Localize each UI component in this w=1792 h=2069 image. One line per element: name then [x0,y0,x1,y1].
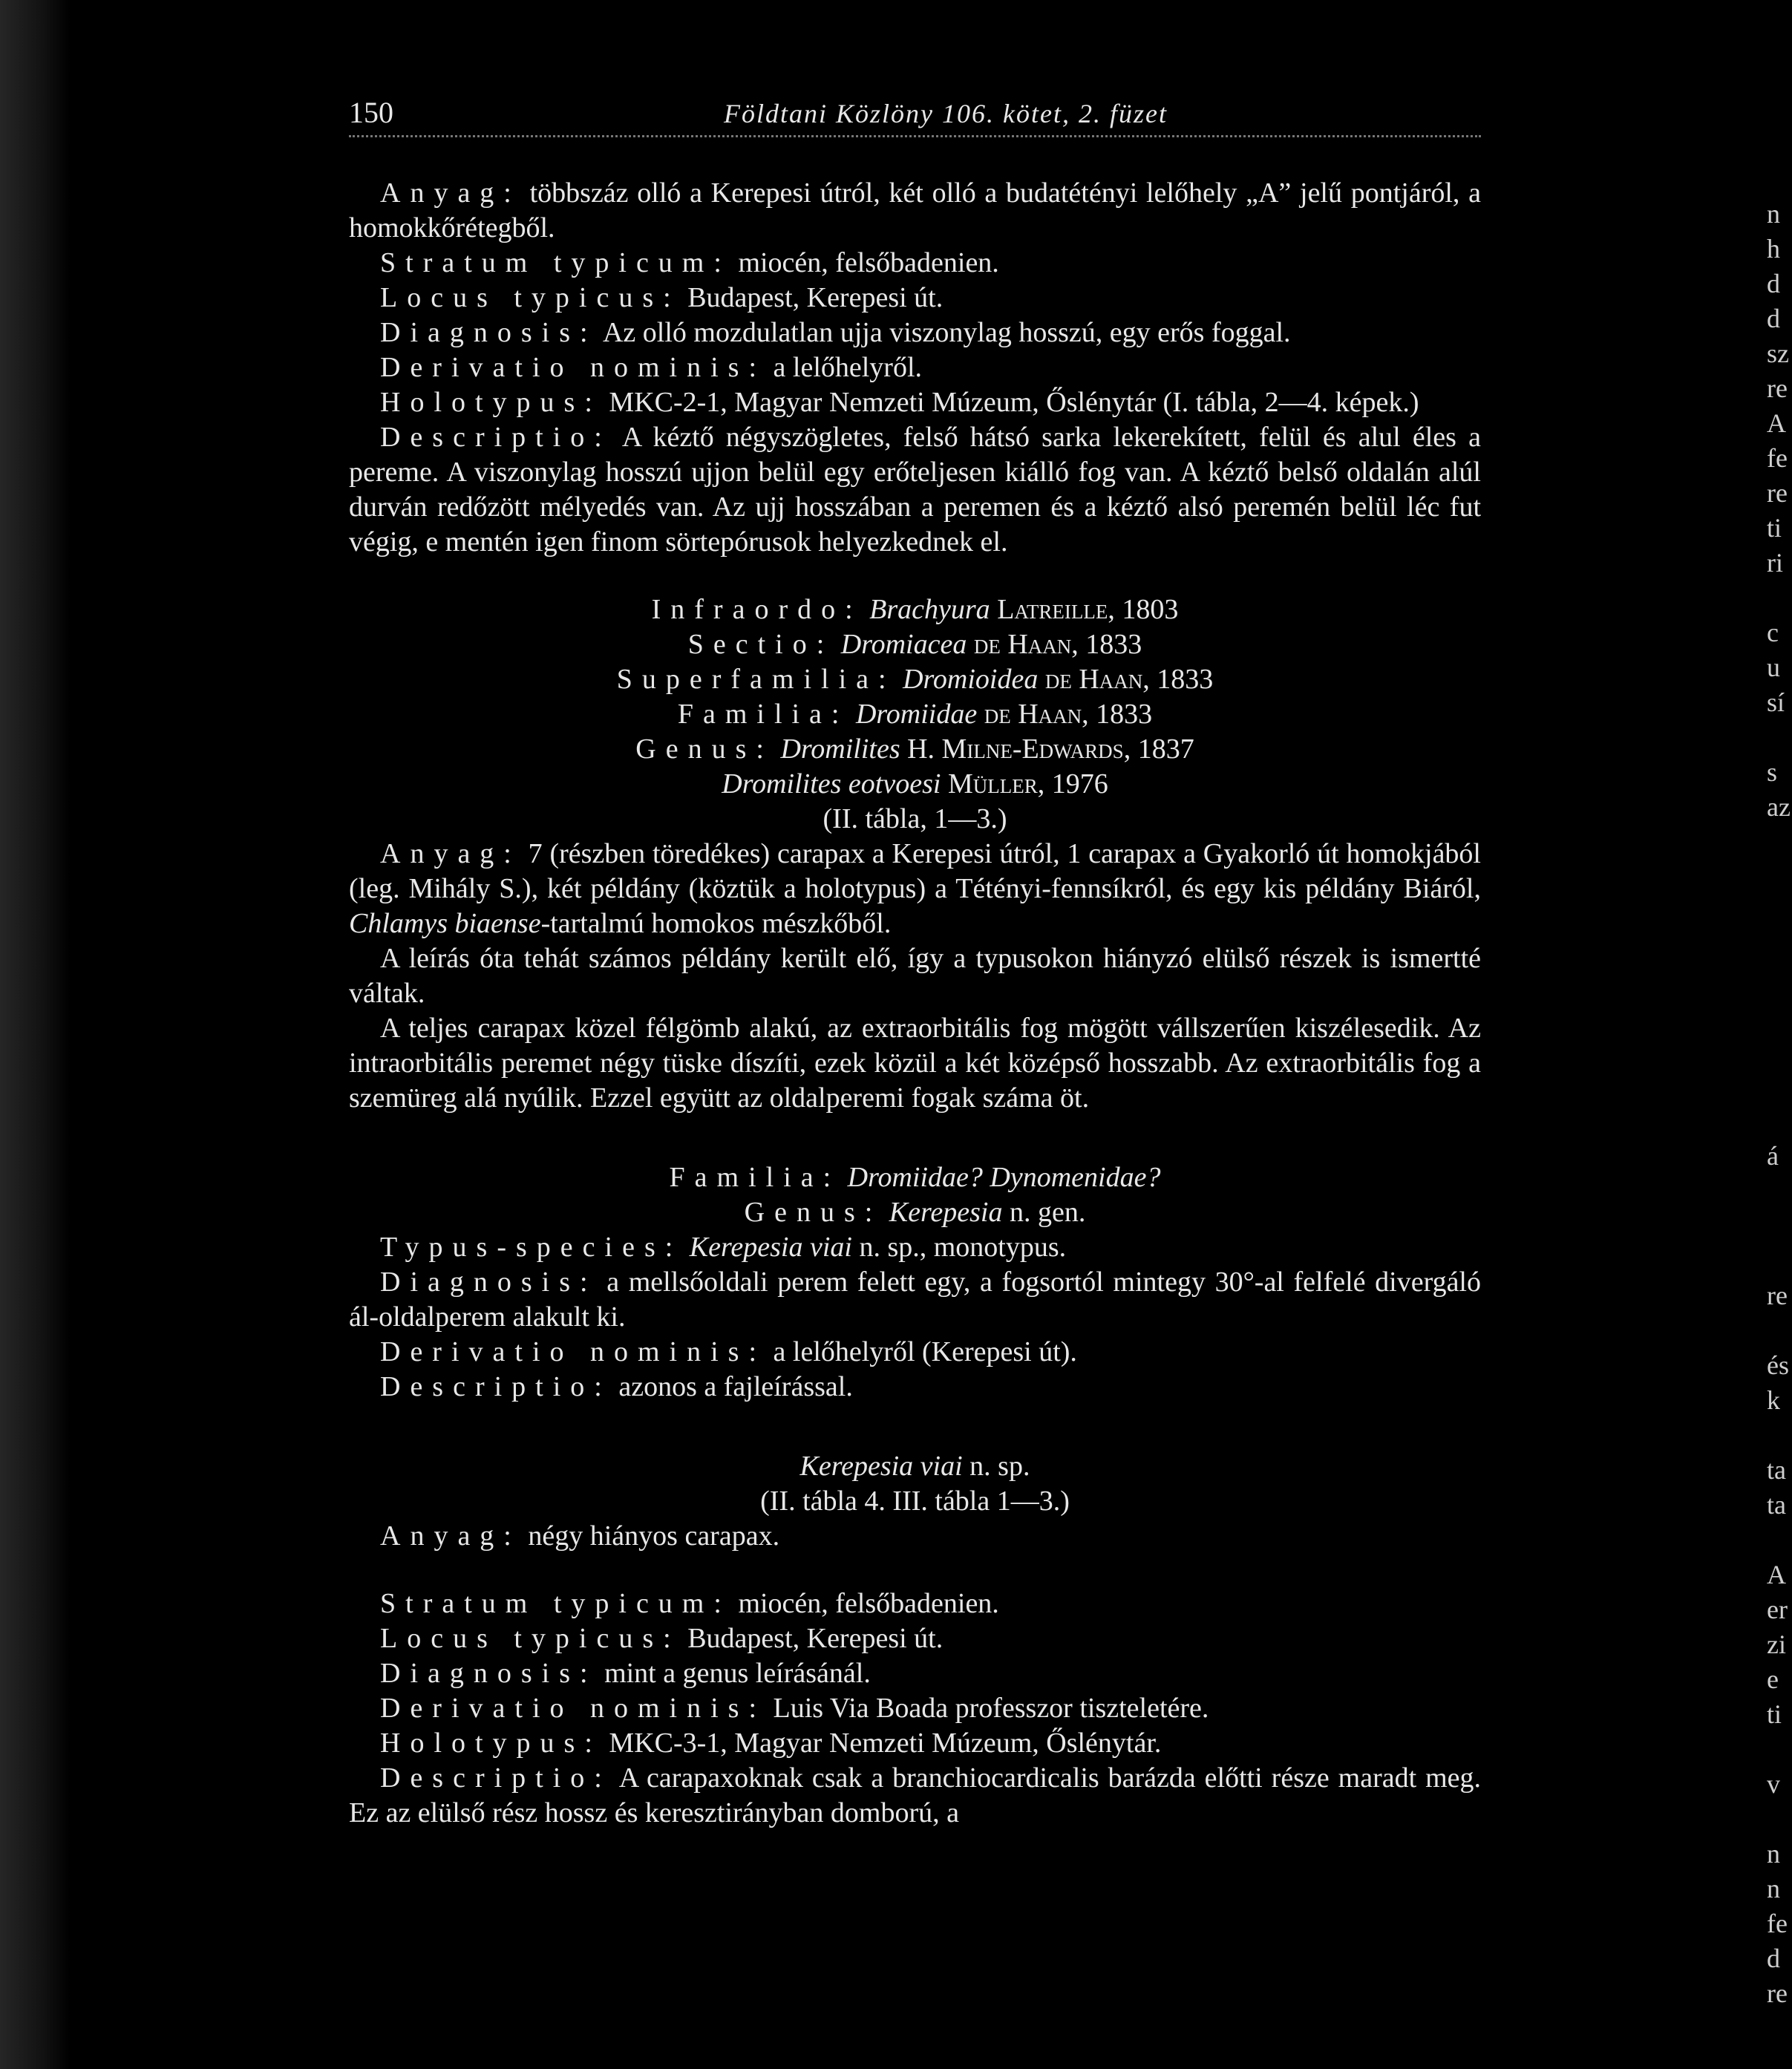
margin-fragment [1767,1732,1792,1767]
margin-fragment: u [1767,653,1780,682]
margin-fragment: fe [1767,443,1788,473]
paragraph-typus: Typus-species: Kerepesia viai n. sp., monotypus. [380,1232,1067,1263]
margin-fragment [1767,1802,1792,1837]
margin-fragment [1767,1174,1792,1209]
paragraph-diagnosis-3: Diagnosis: mint a genus leírásánál. [380,1658,871,1689]
paragraph-locus-2: Locus typicus: Budapest, Kerepesi út. [380,1623,944,1654]
margin-fragment: re [1767,1978,1788,2008]
adjacent-page-margin [1767,197,1792,2011]
paragraph-stratum: Stratum typicum: miocén, felsőbadenien. [380,247,999,278]
paragraph-diagnosis: Diagnosis: Az olló mozdulatlan ujja viszonylag hosszú, egy erős foggal. [380,317,1291,348]
paragraph-derivatio-2: Derivatio nominis: a lelőhelyről (Kerepesi út). [380,1336,1077,1367]
taxon-genus-2: Genus: Kerepesia n. gen. [744,1197,1086,1228]
paragraph-anyag-3: Anyag: négy hiányos carapax. [380,1520,780,1552]
taxon-infraordo: Infraordo: Brachyura Latreille, 1803 [651,594,1179,625]
margin-fragment [1767,1034,1792,1069]
margin-fragment: k [1767,1385,1780,1415]
paragraph-locus: Locus typicus: Budapest, Kerepesi út. [380,282,944,313]
margin-fragment: ta [1767,1490,1786,1520]
margin-fragment: és [1767,1350,1789,1380]
paragraph-derivatio: Derivatio nominis: a lelőhelyről. [380,352,923,383]
margin-fragment: á [1767,1141,1779,1171]
plate-reference: (II. tábla, 1—3.) [823,803,1007,834]
margin-fragment: d [1767,1944,1780,1973]
margin-fragment: re [1767,1281,1788,1310]
paragraph-anyag-2: Anyag: 7 (részben töredékes) carapax a Kerepesi útról, 1 carapax a Gyakorló út homokjából (leg. Mihály S.), két példány (köztük a holotypus) a Tétényi-fennsíkról, és egy kis példány Biáról, Chlamys biaense-tartalmú homokos mészkőből. [349,838,1481,939]
margin-fragment [1767,1313,1792,1348]
margin-fragment: A [1767,408,1786,438]
paragraph-carapax: A teljes carapax közel félgömb alakú, az extraorbitális fog mögött vállszerűen kiszélesedik. Az intraorbitális peremet négy tüske díszíti, ezek közül a két középső hosszabb. Az extraorbitális fog a szemüreg alá nyúlik. Ezzel együtt az oldalperemi fogak száma öt. [349,1013,1481,1114]
taxon-sectio: Sectio: Dromiacea de Haan, 1833 [687,629,1142,660]
margin-fragment: e [1767,1664,1779,1694]
page-number: 150 [349,96,393,129]
margin-fragment [1767,1243,1792,1278]
margin-fragment: az [1767,792,1791,822]
margin-fragment: ti [1767,513,1782,543]
paragraph-holotypus-2: Holotypus: MKC-3-1, Magyar Nemzeti Múzeum, Őslénytár. [380,1728,1162,1759]
paragraph-holotypus: Holotypus: MKC-2-1, Magyar Nemzeti Múzeum, Őslénytár (I. tábla, 2—4. képek.) [380,387,1419,418]
paragraph-stratum-2: Stratum typicum: miocén, felsőbadenien. [380,1588,999,1619]
margin-fragment: v [1767,1769,1780,1799]
margin-fragment: ri [1767,548,1783,578]
margin-fragment [1767,825,1792,860]
margin-fragment: h [1767,234,1780,264]
paragraph-descriptio-3: Descriptio: A carapaxoknak csak a branchiocardicalis barázda előtti része maradt meg. Ez az elülső rész hossz és keresztirányban domború, a [349,1762,1481,1828]
taxon-genus: Genus: Dromilites H. Milne-Edwards, 1837 [635,733,1194,765]
body-text [349,176,1481,1831]
margin-fragment [1767,720,1792,755]
margin-fragment: re [1767,373,1788,403]
margin-fragment: ti [1767,1699,1782,1729]
margin-fragment: zi [1767,1630,1786,1659]
margin-fragment [1767,581,1792,615]
margin-fragment: fe [1767,1909,1788,1938]
margin-fragment: d [1767,304,1780,333]
margin-fragment [1767,1523,1792,1558]
margin-fragment: A [1767,1560,1786,1589]
margin-fragment [1767,929,1792,964]
margin-fragment [1767,1104,1792,1139]
species-heading: Kerepesia viai n. sp. [799,1451,1030,1482]
paragraph-descriptio: Descriptio: A kéztő négyszögletes, felső hátsó sarka lekerekített, felül és alul éles a pereme. A viszonylag hosszú ujjon belül egy erőteljesen kiálló fog van. A kéztő belső oldalán alúl durván redőzött mélyedés van. Az ujj hosszában a peremen és a kéztő alsó peremén belül léc fut végig, e mentén igen finom sörtepórusok helyezkednek el. [349,422,1481,558]
margin-fragment [1767,1069,1792,1104]
margin-fragment [1767,860,1792,895]
margin-fragment [1767,999,1792,1034]
paragraph-descriptio-2: Descriptio: azonos a fajleírással. [380,1371,853,1402]
margin-fragment: s [1767,757,1778,787]
margin-fragment [1767,895,1792,929]
taxon-superfamilia: Superfamilia: Dromioidea de Haan, 1833 [616,664,1214,695]
paragraph-leiras: A leírás óta tehát számos példány került elő, így a typusokon hiányzó elülső részek is ismertté váltak. [349,943,1481,1009]
left-scan-edge [0,0,71,2069]
paragraph-derivatio-3: Derivatio nominis: Luis Via Boada professzor tiszteletére. [380,1693,1209,1724]
margin-fragment: c [1767,618,1779,647]
margin-fragment: n [1767,1839,1780,1869]
margin-fragment [1767,1209,1792,1243]
paragraph-anyag: Anyag: többszáz olló a Kerepesi útról, két olló a budatétényi lelőhely „A” jelű pontjáról, a homokkőrétegből. [349,177,1481,243]
margin-fragment: re [1767,478,1788,508]
running-title: Földtani Közlöny 106. kötet, 2. füzet [724,99,1168,128]
margin-fragment [1767,964,1792,999]
margin-fragment: d [1767,269,1780,298]
taxon-species: Dromilites eotvoesi Müller, 1976 [722,768,1108,800]
margin-fragment: n [1767,199,1780,229]
plate-reference-2: (II. tábla 4. III. tábla 1—3.) [760,1485,1070,1517]
page-header [349,91,1481,137]
margin-fragment: sz [1767,339,1789,368]
margin-fragment: er [1767,1595,1788,1624]
taxon-familia-2: Familia: Dromiidae? Dynomenidae? [669,1162,1161,1193]
margin-fragment: sí [1767,687,1785,717]
taxon-familia: Familia: Dromiidae de Haan, 1833 [677,699,1153,730]
margin-fragment: n [1767,1874,1780,1903]
paragraph-diagnosis-2: Diagnosis: a mellsőoldali perem felett egy, a fogsortól mintegy 30°-al felfelé divergáló ál-oldalperem alakult ki. [349,1266,1481,1333]
margin-fragment: ta [1767,1455,1786,1485]
margin-fragment [1767,1418,1792,1453]
